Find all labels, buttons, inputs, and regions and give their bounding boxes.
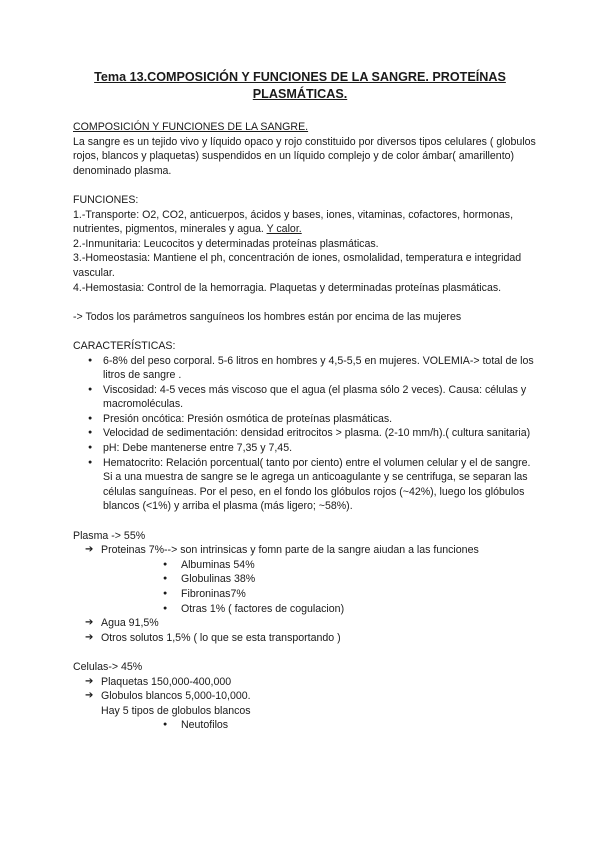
funcion-hemostasia: 4.-Hemostasia: Control de la hemorragia. Plaquetas y determinadas proteínas plasmáticas.: [73, 281, 502, 294]
proteina-subitem: ● Fibroninas7%: [73, 587, 543, 602]
funcion-inmunitaria: 2.-Inmunitaria: Leucocitos y determinadas proteínas plasmáticas.: [73, 237, 379, 250]
funciones-heading: FUNCIONES:: [73, 193, 139, 206]
proteina-subitem: ● Albuminas 54%: [73, 558, 543, 573]
proteina-subitem: ● Globulinas 38%: [73, 572, 543, 587]
celulas-heading: Celulas-> 45%: [73, 660, 143, 673]
funcion-transporte-text: 1.-Transporte: O2, CO2, anticuerpos, ácidos y bases, iones, vitaminas, cofactores, hormonas, nutrientes, pigmentos, minerales y agua.: [73, 208, 514, 236]
celulas-list: [73, 675, 543, 733]
funcion-transporte-calor: Y calor.: [266, 223, 302, 236]
hematocrito-extra: Si a una muestra de sangre se le agrega un anticoagulante y se centrifuga, se separan las células sanguíneas. Por el peso, en el fondo los glóbulos rojos (~42%), luego los glóbulos blancos (<1%) y arriba el plasma (más ligero; ~58%).: [103, 471, 528, 513]
globulo-subitem: ● Neutofilos: [73, 718, 543, 733]
celulas-plaquetas: ➔ Plaquetas 150,000-400,000: [73, 675, 543, 690]
plasma-heading: Plasma -> 55%: [73, 529, 146, 542]
list-item: ● Viscosidad: 4-5 veces más viscoso que el agua (el plasma sólo 2 veces). Causa: células y macromoléculas.: [73, 383, 543, 412]
plasma-otros: ➔ Otros solutos 1,5% ( lo que se esta transportando ): [73, 631, 543, 646]
plasma-agua: ➔ Agua 91,5%: [73, 616, 543, 631]
section-heading-composicion: COMPOSICIÓN Y FUNCIONES DE LA SANGRE.: [73, 121, 309, 133]
celulas-globulos: ➔ Globulos blancos 5,000-10,000.: [73, 689, 543, 704]
celulas-tipos: Hay 5 tipos de globulos blancos: [101, 704, 251, 717]
caracteristicas-heading: CARACTERÍSTICAS:: [73, 339, 176, 352]
document-body: [73, 120, 543, 733]
parametros-note: -> Todos los parámetros sanguíneos los hombres están por encima de las mujeres: [73, 310, 462, 323]
list-item: ● pH: Debe mantenerse entre 7,35 y 7,45.: [73, 441, 543, 456]
plasma-list: [73, 543, 543, 645]
plasma-proteinas: ➔ Proteinas 7%--> son intrinsicas y fomn parte de la sangre aiudan a las funciones: [73, 543, 543, 558]
composicion-paragraph: La sangre es un tejido vivo y líquido opaco y rojo constituido por diversos tipos celulares ( globulos rojos, blancos y plaquetas) suspendidos en un líquido complejo y de color ámbar( amarillento) denominado plasma.: [73, 135, 536, 177]
caracteristicas-list: [73, 354, 543, 471]
list-item: ● Presión oncótica: Presión osmótica de proteínas plasmáticas.: [73, 412, 543, 427]
funcion-transporte: [73, 208, 543, 237]
proteina-subitem: ● Otras 1% ( factores de cogulacion): [73, 602, 543, 617]
funcion-homeostasia: 3.-Homeostasia: Mantiene el ph, concentración de iones, osmolalidad, temperatura e integridad vascular.: [73, 252, 522, 279]
document-title: Tema 13.COMPOSICIÓN Y FUNCIONES DE LA SANGRE. PROTEÍNAS PLASMÁTICAS.: [94, 70, 506, 101]
list-item: ● 6-8% del peso corporal. 5-6 litros en hombres y 4,5-5,5 en mujeres. VOLEMIA-> total de los litros de sangre .: [73, 354, 543, 383]
list-item: ● Velocidad de sedimentación: densidad eritrocitos > plasma. (2-10 mm/h).( cultura sanitaria): [73, 426, 543, 441]
list-item: ● Hematocrito: Relación porcentual( tanto por ciento) entre el volumen celular y el de sangre.: [73, 456, 543, 471]
